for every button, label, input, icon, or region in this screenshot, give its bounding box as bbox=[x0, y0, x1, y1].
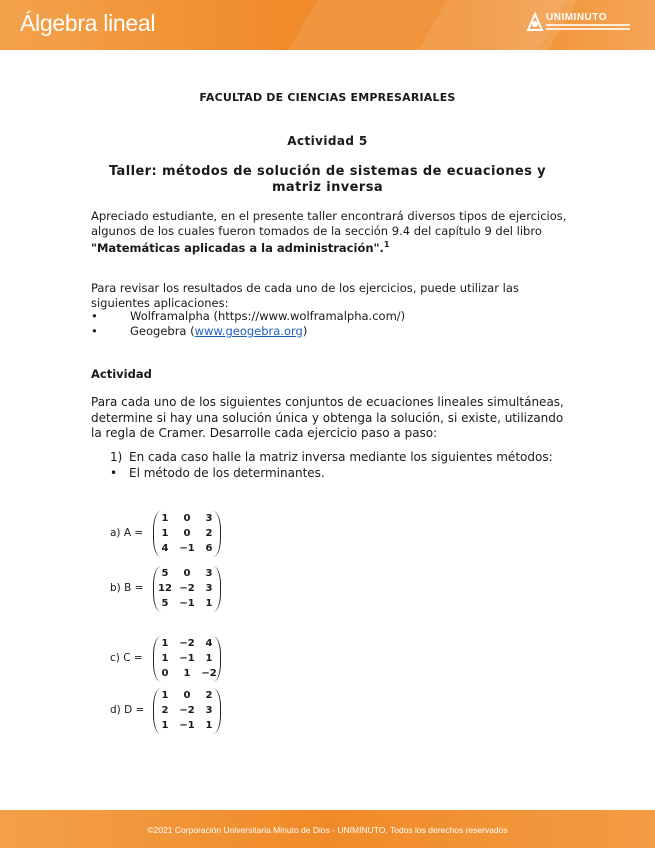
matrix-cell: −1 bbox=[179, 598, 195, 609]
course-title: Álgebra lineal bbox=[20, 10, 156, 36]
bullet: • bbox=[91, 324, 98, 338]
matrix-label: c) C = bbox=[110, 652, 143, 664]
matrix-cell: −1 bbox=[179, 720, 195, 731]
matrix-cell: 3 bbox=[205, 513, 213, 524]
page-header bbox=[0, 0, 655, 50]
matrix-cell: 0 bbox=[183, 568, 191, 579]
app-geogebra-suffix: ) bbox=[302, 324, 308, 338]
app-geogebra-prefix: Geogebra ( bbox=[130, 324, 195, 338]
matrix-cell: 0 bbox=[183, 528, 191, 539]
matrix-cell: 0 bbox=[183, 513, 191, 524]
instruction-number: 1) bbox=[110, 450, 123, 464]
matrix-cell: 1 bbox=[161, 528, 169, 539]
matrix-cell: −2 bbox=[179, 583, 195, 594]
matrix-label: d) D = bbox=[110, 704, 145, 716]
matrix-cell: −2 bbox=[179, 638, 195, 649]
matrix-cell: 3 bbox=[205, 568, 213, 579]
book-title: "Matemáticas aplicadas a la administración". bbox=[91, 240, 384, 255]
matrix-cell: 3 bbox=[205, 705, 213, 716]
matrix-cell: 4 bbox=[205, 638, 213, 649]
page-footer bbox=[0, 810, 655, 848]
review-paragraph: Para revisar los resultados de cada uno de los ejercicios, puede utilizar las siguientes aplicaciones: bbox=[91, 281, 519, 310]
matrix-cell: −1 bbox=[179, 543, 195, 554]
logo-name: UNIMINUTO bbox=[546, 12, 607, 23]
matrix-label: a) A = bbox=[110, 527, 144, 539]
app-geogebra bbox=[130, 324, 307, 339]
matrix-cell: 3 bbox=[205, 583, 213, 594]
matrix-cell: 5 bbox=[161, 598, 169, 609]
activity-heading: Actividad bbox=[91, 367, 152, 381]
activity-paragraph: Para cada uno de los siguientes conjuntos de ecuaciones lineales simultáneas, determine si hay una solución única y obtenga la solución, si existe, utilizando la regla de Cramer. Desarrolle cada ejercicio paso a paso: bbox=[91, 395, 564, 440]
app-wolframalpha: Wolframalpha (https://www.wolframalpha.com/) bbox=[130, 309, 406, 323]
footnote-ref[interactable]: 1 bbox=[383, 240, 390, 249]
matrix-cell: 1 bbox=[161, 690, 169, 701]
instruction-text: En cada caso halle la matriz inversa mediante los siguientes métodos: bbox=[129, 450, 553, 464]
activity-number: Actividad 5 bbox=[287, 134, 368, 148]
intro-text: Apreciado estudiante, en el presente taller encontrará diversos tipos de ejercicios, algunos de los cuales fueron tomados de la sección 9.4 del capítulo 9 del libro bbox=[91, 209, 567, 238]
matrix-cell: −1 bbox=[179, 653, 195, 664]
matrix-cell: 1 bbox=[205, 653, 213, 664]
matrix-cell: 4 bbox=[161, 543, 169, 554]
matrix-cell: 1 bbox=[161, 720, 169, 731]
matrix-cell: 1 bbox=[205, 720, 213, 731]
matrix-cell: 0 bbox=[161, 668, 169, 679]
matrix-cell: 1 bbox=[161, 653, 169, 664]
matrix-cell: 0 bbox=[183, 690, 191, 701]
matrix-cell: 5 bbox=[161, 568, 169, 579]
intro-paragraph bbox=[91, 209, 571, 255]
logo-tagline bbox=[546, 24, 630, 32]
copyright-text: ©2021 Corporación Universitaria Minuto de Dios - UNIMINUTO. Todos los derechos reservados bbox=[147, 825, 508, 835]
uniminuto-logo bbox=[526, 12, 636, 36]
matrix-cell: 6 bbox=[205, 543, 213, 554]
geogebra-link[interactable]: www.geogebra.org bbox=[194, 324, 303, 338]
method-text: El método de los determinantes. bbox=[129, 466, 325, 480]
matrix-cell: 1 bbox=[183, 668, 191, 679]
faculty-name: FACULTAD DE CIENCIAS EMPRESARIALES bbox=[199, 91, 456, 104]
matrix-cell: 2 bbox=[205, 528, 213, 539]
matrix-cell: 1 bbox=[161, 513, 169, 524]
matrix-cell: 1 bbox=[205, 598, 213, 609]
bullet: • bbox=[110, 466, 118, 480]
matrix-cell: 12 bbox=[158, 583, 172, 594]
matrix-cell: 2 bbox=[161, 705, 169, 716]
matrix-cell: 1 bbox=[161, 638, 169, 649]
matrix-label: b) B = bbox=[110, 582, 144, 594]
matrix-cell: 2 bbox=[205, 690, 213, 701]
document-title: Taller: métodos de solución de sistemas de ecuaciones y matriz inversa bbox=[108, 164, 547, 195]
bullet: • bbox=[91, 309, 98, 323]
uniminuto-logo-icon bbox=[526, 12, 544, 32]
matrix-cell: −2 bbox=[179, 705, 195, 716]
matrix-cell: −2 bbox=[201, 668, 217, 679]
